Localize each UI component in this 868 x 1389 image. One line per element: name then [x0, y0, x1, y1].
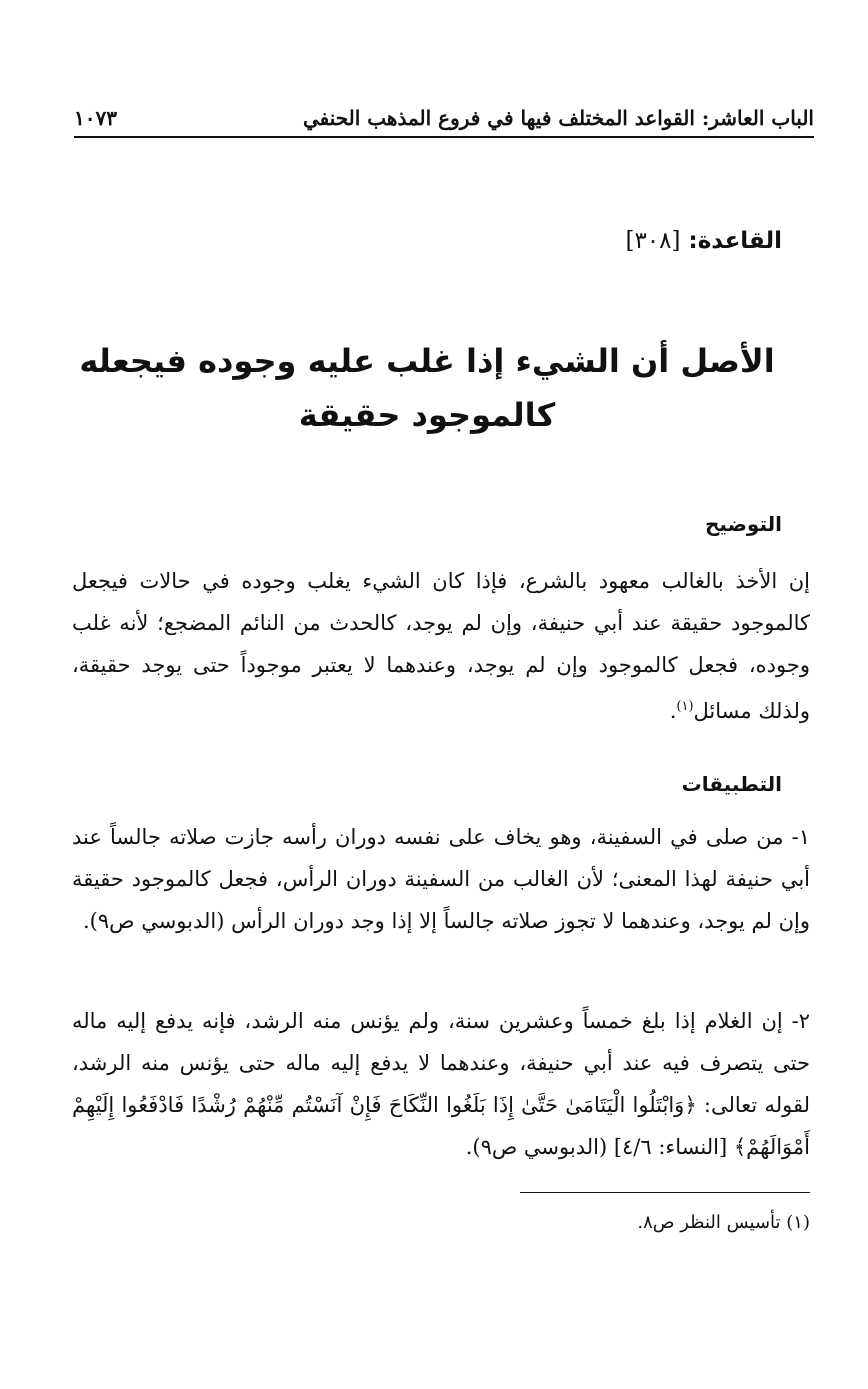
running-header — [74, 96, 814, 130]
applications-heading: التطبيقات — [681, 772, 782, 796]
rule-number: [٣٠٨] — [625, 228, 681, 254]
explanation-end: . — [669, 699, 677, 723]
footnote: (١) تأسيس النظر ص٨. — [637, 1212, 810, 1233]
footnote-reference: (١) — [676, 699, 694, 714]
rule-title: الأصل أن الشيء إذا غلب عليه وجوده فيجعله كالموجود حقيقة — [79, 342, 775, 434]
page-number: ١٠٧٣ — [74, 106, 117, 130]
explanation-paragraph — [72, 560, 810, 732]
header-divider — [74, 136, 814, 138]
explanation-heading: التوضيح — [705, 512, 782, 536]
chapter-title: الباب العاشر: القواعد المختلف فيها في فروع المذهب الحنفي — [302, 106, 814, 130]
application-item-2: ٢- إن الغلام إذا بلغ خمساً وعشرين سنة، ولم يؤنس منه الرشد، فإنه يدفع إليه ماله حتى يتصرف فيه عند أبي حنيفة، وعندهما لا يدفع إليه ماله حتى يؤنس منه الرشد، لقوله تعالى: ﴿وَابْتَلُوا الْيَتَامَىٰ حَتَّىٰ إِذَا بَلَغُوا النِّكَاحَ فَإِنْ آنَسْتُم مِّنْهُمْ رُشْدًا فَادْفَعُوا إِلَيْهِمْ أَمْوَالَهُمْ﴾ [النساء: ٤/٦] (الدبوسي ص٩). — [72, 1009, 810, 1159]
rule-label-text: القاعدة: — [688, 228, 782, 254]
rule-label — [625, 228, 782, 254]
explanation-text: إن الأخذ بالغالب معهود بالشرع، فإذا كان الشيء يغلب وجوده في حالات فيجعل كالموجود حقيقة عند أبي حنيفة، وإن لم يوجد، كالحدث من النائم المضجع؛ لأنه غلب وجوده، فجعل كالموجود وإن لم يوجد، وعندهما لا يعتبر موجوداً حتى يوجد حقيقة، ولذلك مسائل — [72, 569, 810, 723]
footnote-divider — [520, 1192, 810, 1193]
application-item-1: ١- من صلى في السفينة، وهو يخاف على نفسه دوران رأسه جازت صلاته جالساً عند أبي حنيفة لهذا المعنى؛ لأن الغالب من السفينة دوران الرأس، فجعل كالموجود حقيقة وإن لم يوجد، وعندهما لا تجوز صلاته جالساً إلا إذا وجد دوران الرأس (الدبوسي ص٩). — [72, 825, 810, 933]
